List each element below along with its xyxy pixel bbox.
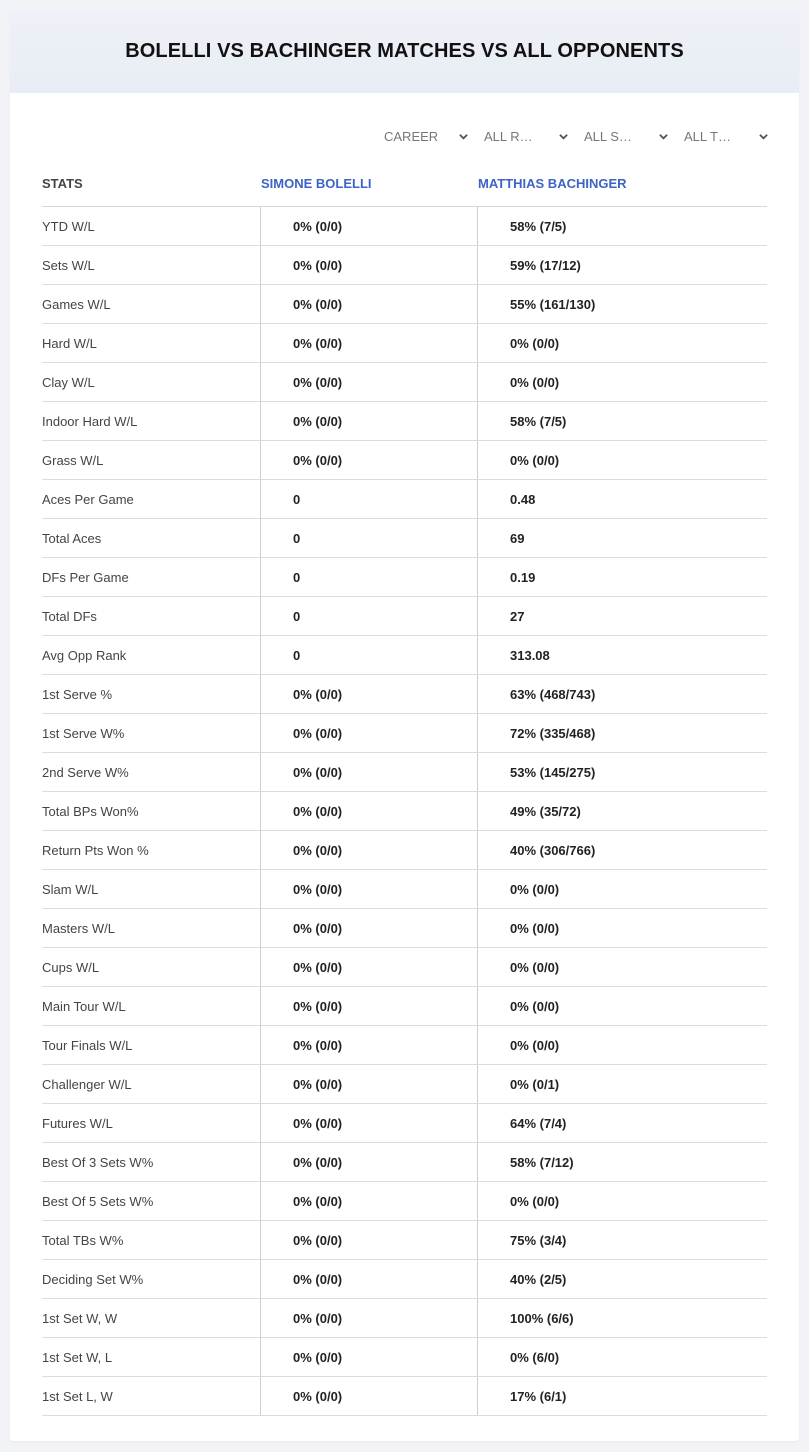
player2-value: 40% (306/766)	[510, 842, 596, 858]
stat-label: Total TBs W%	[42, 1221, 261, 1259]
player2-value: 0% (0/0)	[510, 959, 560, 975]
player1-value: 0% (0/0)	[261, 909, 478, 947]
stat-label: Return Pts Won %	[42, 831, 261, 869]
table-row	[42, 246, 767, 285]
player1-value: 0% (0/0)	[261, 1104, 478, 1142]
stat-label: YTD W/L	[42, 207, 261, 245]
player2-value: 0% (0/0)	[510, 335, 560, 351]
stat-label: Hard W/L	[42, 324, 261, 362]
table-row	[42, 1143, 767, 1182]
player1-value: 0% (0/0)	[261, 675, 478, 713]
stat-label: Cups W/L	[42, 948, 261, 986]
player2-value: 63% (468/743)	[510, 686, 596, 702]
stat-label: Total DFs	[42, 597, 261, 635]
table-row	[42, 870, 767, 909]
player2-value: 69	[510, 530, 525, 546]
player2-value: 0% (0/1)	[510, 1076, 560, 1092]
filter-label: ALL R…	[484, 128, 533, 144]
filter-label: CAREER	[384, 128, 439, 144]
table-row	[42, 1182, 767, 1221]
player1-value: 0% (0/0)	[261, 792, 478, 830]
stat-label: Avg Opp Rank	[42, 636, 261, 674]
player2-value: 58% (7/5)	[510, 413, 567, 429]
filter-surfaces-select[interactable]	[584, 125, 684, 147]
player1-value: 0% (0/0)	[261, 948, 478, 986]
player2-value: 0% (0/0)	[510, 881, 560, 897]
stat-label: Aces Per Game	[42, 480, 261, 518]
table-row	[42, 1377, 767, 1416]
table-row	[42, 636, 767, 675]
stat-label: 1st Serve %	[42, 675, 261, 713]
player1-value: 0% (0/0)	[261, 1221, 478, 1259]
player2-value: 59% (17/12)	[510, 257, 581, 273]
stat-label: Games W/L	[42, 285, 261, 323]
stats-column-header: STATS	[42, 175, 83, 191]
table-row	[42, 207, 767, 246]
table-row	[42, 363, 767, 402]
player1-link[interactable]: SIMONE BOLELLI	[261, 175, 372, 191]
player1-value: 0	[261, 597, 478, 635]
player2-value: 313.08	[510, 647, 550, 663]
stat-label: Main Tour W/L	[42, 987, 261, 1025]
player1-value: 0% (0/0)	[261, 441, 478, 479]
player2-value: 49% (35/72)	[510, 803, 581, 819]
chevron-down-icon	[559, 132, 568, 141]
stat-label: Clay W/L	[42, 363, 261, 401]
player1-value: 0% (0/0)	[261, 987, 478, 1025]
stat-label: 1st Set W, L	[42, 1338, 261, 1376]
stat-label: Total Aces	[42, 519, 261, 557]
player2-value: 72% (335/468)	[510, 725, 596, 741]
table-row	[42, 519, 767, 558]
stat-label: Deciding Set W%	[42, 1260, 261, 1298]
player1-value: 0% (0/0)	[261, 1260, 478, 1298]
player1-value: 0% (0/0)	[261, 1299, 478, 1337]
player2-value: 100% (6/6)	[510, 1310, 574, 1326]
stat-label: Best Of 5 Sets W%	[42, 1182, 261, 1220]
table-row	[42, 324, 767, 363]
table-row	[42, 1065, 767, 1104]
stat-label: 1st Serve W%	[42, 714, 261, 752]
player1-value: 0% (0/0)	[261, 1182, 478, 1220]
stat-label: Futures W/L	[42, 1104, 261, 1142]
player2-value: 55% (161/130)	[510, 296, 596, 312]
player1-value: 0% (0/0)	[261, 246, 478, 284]
table-row	[42, 753, 767, 792]
filter-tournaments-select[interactable]	[684, 125, 784, 147]
player2-link[interactable]: MATTHIAS BACHINGER	[478, 175, 627, 191]
stat-label: Total BPs Won%	[42, 792, 261, 830]
stats-card	[10, 10, 799, 1441]
stat-label: 2nd Serve W%	[42, 753, 261, 791]
stat-label: 1st Set L, W	[42, 1377, 261, 1415]
player1-value: 0	[261, 480, 478, 518]
table-row	[42, 285, 767, 324]
player2-value: 0% (0/0)	[510, 1193, 560, 1209]
stat-label: Slam W/L	[42, 870, 261, 908]
player1-value: 0% (0/0)	[261, 870, 478, 908]
stat-label: 1st Set W, W	[42, 1299, 261, 1337]
filter-rounds-select[interactable]	[484, 125, 584, 147]
table-row	[42, 558, 767, 597]
player2-value: 0% (0/0)	[510, 452, 560, 468]
stats-table	[42, 160, 767, 1416]
table-row	[42, 675, 767, 714]
player2-value: 53% (145/275)	[510, 764, 596, 780]
player1-value: 0% (0/0)	[261, 363, 478, 401]
stat-label: Masters W/L	[42, 909, 261, 947]
stat-label: Tour Finals W/L	[42, 1026, 261, 1064]
filter-label: ALL T…	[684, 128, 731, 144]
player2-value: 58% (7/12)	[510, 1154, 574, 1170]
player1-value: 0% (0/0)	[261, 1377, 478, 1415]
stat-label: Best Of 3 Sets W%	[42, 1143, 261, 1181]
stat-label: Sets W/L	[42, 246, 261, 284]
player1-value: 0% (0/0)	[261, 207, 478, 245]
player2-value: 0% (0/0)	[510, 998, 560, 1014]
player2-value: 0% (0/0)	[510, 374, 560, 390]
player2-value: 0% (0/0)	[510, 1037, 560, 1053]
chevron-down-icon	[459, 132, 468, 141]
table-row	[42, 1026, 767, 1065]
filter-bar	[384, 125, 784, 147]
filter-label: ALL S…	[584, 128, 632, 144]
filter-career-select[interactable]	[384, 125, 484, 147]
player2-value: 0% (6/0)	[510, 1349, 560, 1365]
table-row	[42, 987, 767, 1026]
player2-value: 27	[510, 608, 525, 624]
player1-value: 0% (0/0)	[261, 1143, 478, 1181]
player1-value: 0	[261, 558, 478, 596]
table-row	[42, 1221, 767, 1260]
stat-label: Indoor Hard W/L	[42, 402, 261, 440]
player1-value: 0% (0/0)	[261, 831, 478, 869]
card-header	[10, 10, 799, 93]
player1-value: 0% (0/0)	[261, 1026, 478, 1064]
table-row	[42, 402, 767, 441]
chevron-down-icon	[759, 132, 768, 141]
stat-label: Challenger W/L	[42, 1065, 261, 1103]
table-row	[42, 480, 767, 519]
player1-value: 0	[261, 519, 478, 557]
table-row	[42, 1104, 767, 1143]
stat-label: DFs Per Game	[42, 558, 261, 596]
table-row	[42, 441, 767, 480]
player1-value: 0% (0/0)	[261, 324, 478, 362]
table-body	[42, 207, 767, 1416]
player2-value: 0.48	[510, 491, 536, 507]
player1-value: 0% (0/0)	[261, 714, 478, 752]
player2-value: 17% (6/1)	[510, 1388, 567, 1404]
table-header	[42, 160, 767, 207]
table-row	[42, 831, 767, 870]
stat-label: Grass W/L	[42, 441, 261, 479]
table-row	[42, 1299, 767, 1338]
player2-value: 75% (3/4)	[510, 1232, 567, 1248]
player1-value: 0% (0/0)	[261, 285, 478, 323]
page-title: BOLELLI VS BACHINGER MATCHES VS ALL OPPONENTS	[125, 40, 684, 62]
player2-value: 0.19	[510, 569, 536, 585]
table-row	[42, 909, 767, 948]
player1-value: 0% (0/0)	[261, 753, 478, 791]
player2-value: 64% (7/4)	[510, 1115, 567, 1131]
table-row	[42, 714, 767, 753]
table-row	[42, 1338, 767, 1377]
table-row	[42, 792, 767, 831]
player2-value: 40% (2/5)	[510, 1271, 567, 1287]
table-row	[42, 1260, 767, 1299]
player1-value: 0% (0/0)	[261, 1065, 478, 1103]
player2-value: 0% (0/0)	[510, 920, 560, 936]
player1-value: 0% (0/0)	[261, 402, 478, 440]
player2-value: 58% (7/5)	[510, 218, 567, 234]
player1-value: 0	[261, 636, 478, 674]
table-row	[42, 597, 767, 636]
table-row	[42, 948, 767, 987]
player1-value: 0% (0/0)	[261, 1338, 478, 1376]
chevron-down-icon	[659, 132, 668, 141]
